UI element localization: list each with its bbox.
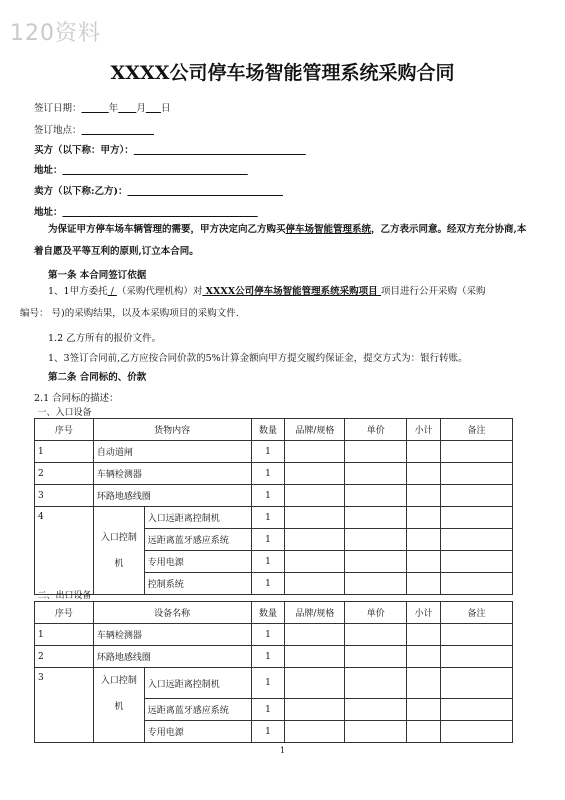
intro-product: 停车场智能管理系统 xyxy=(285,224,372,235)
table-row: 远距离蓝牙感应系统 1 xyxy=(35,699,513,721)
table-row: 4 入口控制机 入口远距离控制机 1 xyxy=(35,507,513,529)
day-suffix: 日 xyxy=(160,103,171,114)
section-title-entrance: 一、入口设备 xyxy=(35,404,513,419)
col-header: 备注 xyxy=(441,602,513,624)
col-header: 品牌/规格 xyxy=(285,602,345,624)
table-row: 专用电源 1 xyxy=(35,551,513,573)
seller-label: 卖方（以下称:乙方)： xyxy=(34,186,128,197)
col-header: 设备名称 xyxy=(93,602,251,624)
sign-date-label: 签订日期： xyxy=(34,103,82,114)
year-suffix: 年 xyxy=(108,103,119,114)
col-header: 单价 xyxy=(345,602,407,624)
seller-line xyxy=(34,183,283,197)
watermark: 120资料 xyxy=(10,21,101,46)
col-header: 单价 xyxy=(345,419,407,441)
col-header: 货物内容 xyxy=(93,419,251,441)
sign-date-line xyxy=(34,100,170,114)
group-label: 入口控制机 xyxy=(93,507,144,595)
table-row: 2 环路地感线圈 1 xyxy=(35,646,513,668)
article2-heading: 第二条 合同标的、价款 xyxy=(48,372,147,383)
article2-sub: 2.1 合同标的描述： xyxy=(34,393,119,404)
table-row: 3 环路地感线圈 1 xyxy=(35,485,513,507)
table-row: 1 车辆检测器 1 xyxy=(35,624,513,646)
intro-paragraph: 为保证甲方停车场车辆管理的需要，甲方决定向乙方购买停车场智能管理系统，乙方表示同意。经双方充分协商,本着自愿及平等互利的原则,订立本合同。 xyxy=(34,224,527,257)
seller-address-label: 地址： xyxy=(34,207,63,218)
table-row: 远距离蓝牙感应系统 1 xyxy=(35,529,513,551)
exit-equipment-table xyxy=(34,587,513,743)
article1-clause3: 1、3签订合同前,乙方应按合同价款的5%计算金额向甲方提交履约保证金，提交方式为：银行转账。 xyxy=(48,353,468,364)
col-header: 数量 xyxy=(251,602,285,624)
page-number: 1 xyxy=(279,746,286,755)
sign-place-line xyxy=(34,122,154,136)
table-row: 2 车辆检测器 1 xyxy=(35,463,513,485)
table-row: 1 自动道闸 1 xyxy=(35,441,513,463)
entrance-equipment-table xyxy=(34,404,513,595)
month-suffix: 月 xyxy=(136,103,146,114)
article1-heading: 第一条 本合同签订依据 xyxy=(48,270,147,281)
col-header: 备注 xyxy=(441,419,513,441)
article1-clause1: 1、1甲方委托 / （采购代理机构）对 XXXX公司停车场智能管理系统采购项目 项目进行公开采购（采购 编号： 号)的采购结果，以及本采购项目的采购文件. xyxy=(20,286,486,319)
col-header: 品牌/规格 xyxy=(285,419,345,441)
buyer-line xyxy=(34,142,306,156)
col-header: 小计 xyxy=(407,602,441,624)
sign-place-label: 签订地点： xyxy=(34,125,82,136)
buyer-label: 买方（以下称：甲方）： xyxy=(34,145,134,156)
col-header: 数量 xyxy=(251,419,285,441)
table-row: 3 入口控制机 入口远距离控制机 1 xyxy=(35,668,513,699)
article1-clause2: 1.2 乙方所有的报价文件。 xyxy=(48,333,162,344)
table-row: 控制系统 1 xyxy=(35,573,513,595)
table-row: 专用电源 1 xyxy=(35,721,513,743)
project-name: XXXX公司停车场智能管理系统采购项目 xyxy=(202,286,381,297)
seller-address-line xyxy=(34,204,258,218)
col-header: 小计 xyxy=(407,419,441,441)
col-header: 序号 xyxy=(35,419,94,441)
buyer-address-line xyxy=(34,162,248,176)
col-header: 序号 xyxy=(35,602,94,624)
group-label: 入口控制机 xyxy=(93,668,144,743)
section-title-exit: 二、出口设备 xyxy=(35,587,513,602)
page-title: XXXX公司停车场智能管理系统采购合同 xyxy=(110,62,455,84)
buyer-address-label: 地址： xyxy=(34,165,63,176)
